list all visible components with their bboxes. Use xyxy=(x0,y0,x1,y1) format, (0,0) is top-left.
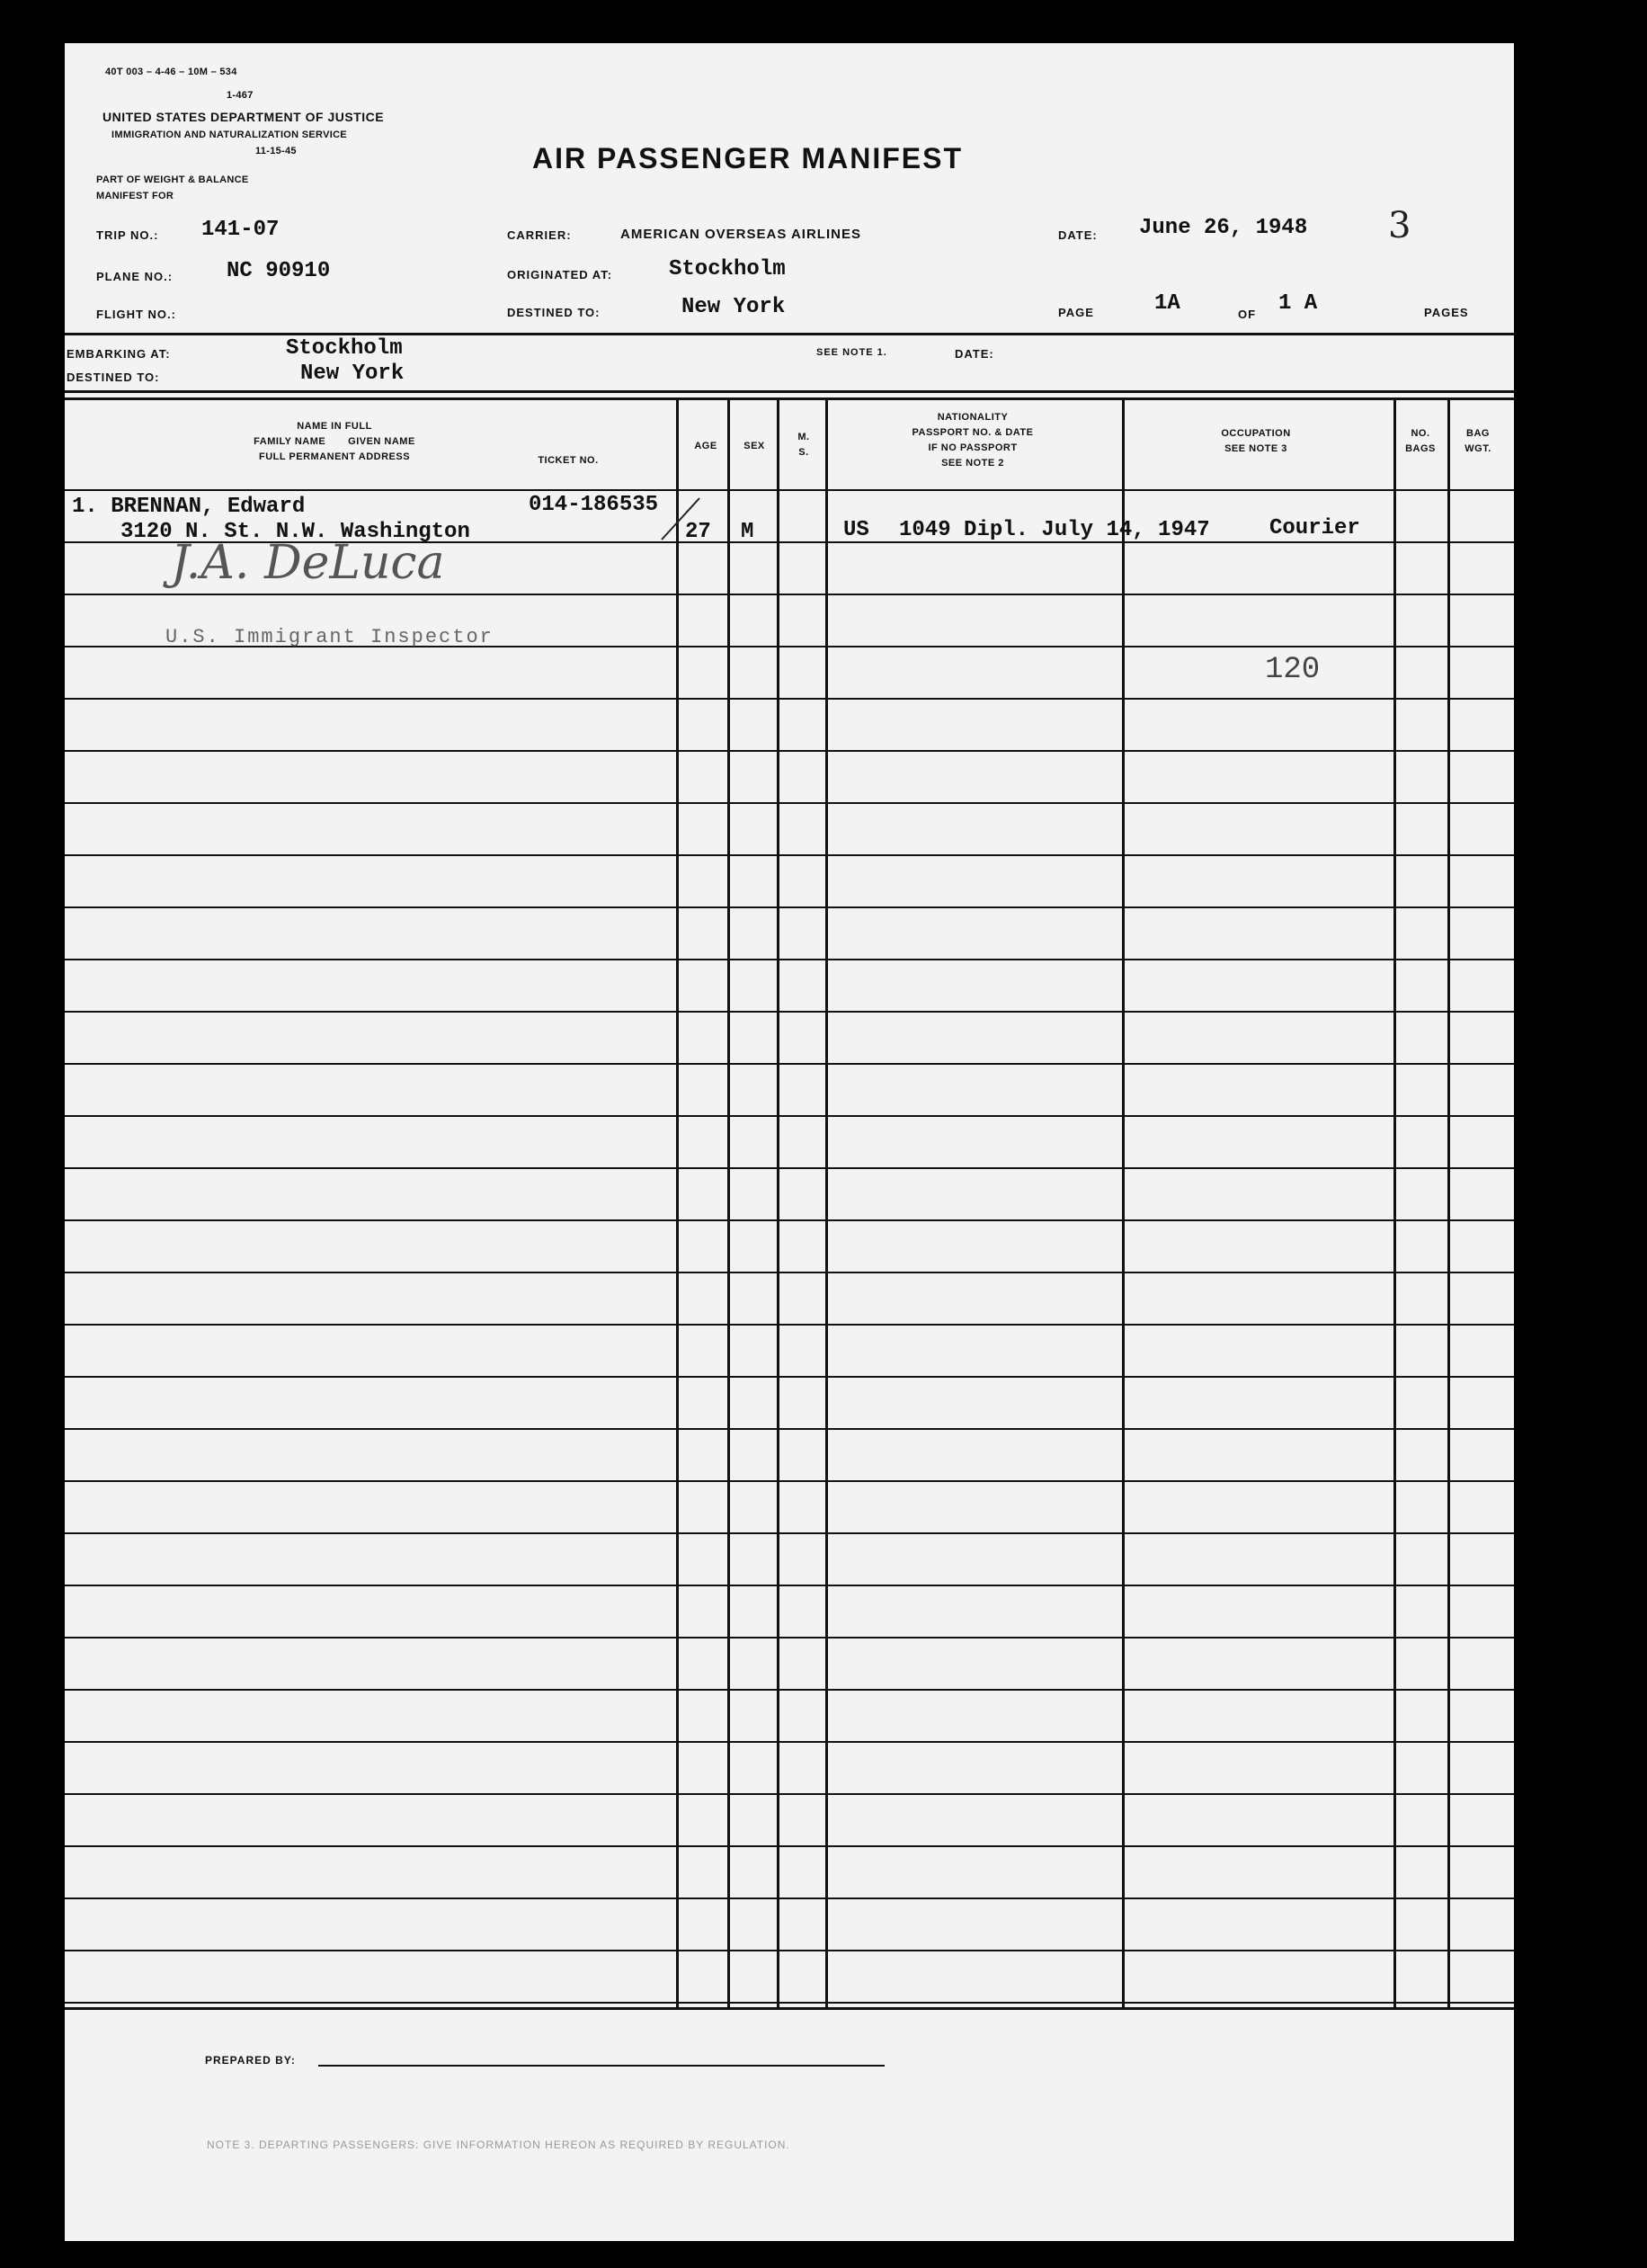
occupation-column-header xyxy=(1126,426,1386,457)
embark-destined-label: DESTINED TO: xyxy=(67,371,160,384)
row-rule xyxy=(65,1637,1514,1638)
form-number: 1-467 xyxy=(227,90,254,101)
part-of-label: PART OF WEIGHT & BALANCE xyxy=(96,174,249,185)
page-value: 1A xyxy=(1154,291,1180,316)
passenger-address: 3120 N. St. N.W. Washington xyxy=(120,520,470,544)
stamp-number: 120 xyxy=(1265,653,1321,687)
row-rule xyxy=(65,906,1514,908)
of-label: OF xyxy=(1238,308,1257,321)
column-divider xyxy=(676,397,679,2007)
row-rule xyxy=(65,854,1514,856)
ms-column-header xyxy=(780,430,827,460)
trip-value: 141-07 xyxy=(201,218,280,242)
row-rule xyxy=(65,1793,1514,1795)
bagwgt-header-line: BAG xyxy=(1466,428,1490,439)
column-divider xyxy=(1447,397,1450,2007)
row-rule xyxy=(65,698,1514,700)
column-divider xyxy=(1393,397,1396,2007)
row-rule xyxy=(65,1428,1514,1430)
inspector-signature: J.A. DeLuca xyxy=(171,536,445,590)
corner-number: 3 xyxy=(1388,205,1411,246)
row-rule xyxy=(65,1219,1514,1221)
inspector-stamp: U.S. Immigrant Inspector xyxy=(165,626,494,648)
manifest-for-label: MANIFEST FOR xyxy=(96,191,174,201)
plane-label: PLANE NO.: xyxy=(96,270,174,283)
nationality-header-line: IF NO PASSPORT xyxy=(928,442,1018,453)
row-rule xyxy=(65,2002,1514,2004)
service-name: IMMIGRATION AND NATURALIZATION SERVICE xyxy=(111,129,347,140)
column-divider xyxy=(825,397,828,2007)
name-column-header xyxy=(200,419,469,465)
ticket-column-header: TICKET NO. xyxy=(538,455,599,466)
prepared-by-line xyxy=(318,2065,885,2067)
divider-line xyxy=(65,333,1514,335)
ticket-slash-mark xyxy=(658,493,703,543)
name-header-line: FULL PERMANENT ADDRESS xyxy=(258,451,411,462)
row-rule xyxy=(65,1272,1514,1273)
embarking-value: Stockholm xyxy=(286,336,403,361)
row-rule xyxy=(65,1376,1514,1378)
nationality-header-line: NATIONALITY xyxy=(937,412,1009,423)
divider-line xyxy=(65,390,1514,393)
ms-header-line: M. xyxy=(797,432,810,442)
row-rule xyxy=(65,1532,1514,1534)
embark-date-label: DATE: xyxy=(955,347,994,361)
embarking-label: EMBARKING AT: xyxy=(67,347,171,361)
pages-label: PAGES xyxy=(1424,306,1469,319)
name-header-line: FAMILY NAME GIVEN NAME xyxy=(254,436,415,447)
carrier-value: AMERICAN OVERSEAS AIRLINES xyxy=(620,227,861,242)
row-rule xyxy=(65,1741,1514,1743)
row-rule xyxy=(65,594,1514,595)
flight-label: FLIGHT NO.: xyxy=(96,308,176,321)
see-note-label: SEE NOTE 1. xyxy=(816,347,887,358)
column-divider xyxy=(727,397,730,2007)
manifest-title: AIR PASSENGER MANIFEST xyxy=(532,142,963,174)
date-value: June 26, 1948 xyxy=(1139,216,1308,240)
form-date: 11-15-45 xyxy=(255,146,297,156)
of-value: 1 A xyxy=(1278,291,1318,316)
bags-column-header xyxy=(1395,426,1446,457)
row-rule xyxy=(65,1585,1514,1586)
row-rule xyxy=(65,959,1514,960)
originated-label: ORIGINATED AT: xyxy=(507,268,613,281)
plane-value: NC 90910 xyxy=(227,259,331,283)
passenger-name: 1. BRENNAN, Edward xyxy=(72,495,306,519)
passenger-nationality: US xyxy=(843,518,869,542)
divider-line xyxy=(65,397,1514,400)
embark-destined-value: New York xyxy=(300,362,405,386)
nationality-header-line: PASSPORT NO. & DATE xyxy=(912,427,1034,438)
row-rule xyxy=(65,1950,1514,1951)
ms-header-line: S. xyxy=(798,447,809,458)
row-rule xyxy=(65,802,1514,804)
bags-header-line: NO. xyxy=(1411,428,1430,439)
prepared-by-label: PREPARED BY: xyxy=(205,2054,296,2067)
row-rule xyxy=(65,1011,1514,1013)
trip-label: TRIP NO.: xyxy=(96,228,159,242)
bagwgt-column-header xyxy=(1449,426,1507,457)
bags-header-line: BAGS xyxy=(1405,443,1436,454)
row-rule xyxy=(65,1689,1514,1691)
row-rule xyxy=(65,489,1514,491)
row-rule xyxy=(65,1063,1514,1065)
row-rule xyxy=(65,1897,1514,1899)
passenger-ticket: 014-186535 xyxy=(529,493,659,517)
passenger-age: 27 xyxy=(685,520,711,544)
nationality-column-header xyxy=(831,410,1115,471)
form-code: 40T 003 – 4-46 – 10M – 534 xyxy=(105,67,237,77)
row-rule xyxy=(65,750,1514,752)
row-rule xyxy=(65,1115,1514,1117)
department-name: UNITED STATES DEPARTMENT OF JUSTICE xyxy=(102,110,385,124)
date-label: DATE: xyxy=(1058,228,1098,242)
originated-value: Stockholm xyxy=(669,257,786,281)
nationality-header-line: SEE NOTE 2 xyxy=(941,458,1004,469)
row-rule xyxy=(65,1167,1514,1169)
sex-column-header: SEX xyxy=(743,441,765,451)
passenger-occupation: Courier xyxy=(1269,516,1360,540)
manifest-page xyxy=(65,43,1514,2241)
column-divider xyxy=(1122,397,1125,2007)
bagwgt-header-line: WGT. xyxy=(1464,443,1491,454)
grid-bottom-rule xyxy=(65,2007,1514,2010)
note-3: NOTE 3. DEPARTING PASSENGERS: GIVE INFORMATION HEREON AS REQUIRED BY REGULATION. xyxy=(207,2139,790,2151)
passenger-sex: M xyxy=(741,520,754,544)
name-header-line: NAME IN FULL xyxy=(297,421,372,432)
destined-value: New York xyxy=(681,295,786,319)
row-rule xyxy=(65,1324,1514,1326)
passenger-passport: 1049 Dipl. July 14, 1947 xyxy=(899,518,1210,542)
row-rule xyxy=(65,1845,1514,1847)
row-rule xyxy=(65,1480,1514,1482)
age-column-header: AGE xyxy=(694,441,717,451)
destined-label: DESTINED TO: xyxy=(507,306,601,319)
occupation-header-line: SEE NOTE 3 xyxy=(1224,443,1287,454)
occupation-header-line: OCCUPATION xyxy=(1221,428,1291,439)
column-divider xyxy=(777,397,779,2007)
carrier-label: CARRIER: xyxy=(507,228,572,242)
page-label: PAGE xyxy=(1058,306,1094,319)
